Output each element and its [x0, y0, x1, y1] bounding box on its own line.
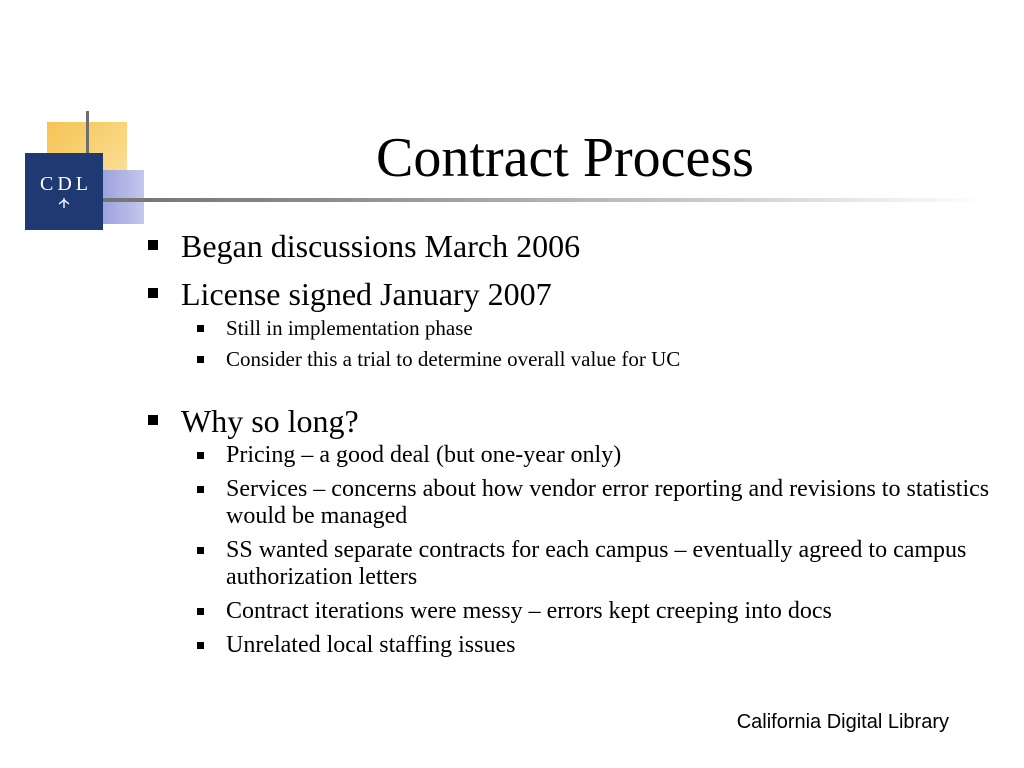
sub-bullet-text: Services – concerns about how vendor error reporting and revisions to statistics would be managed [226, 476, 990, 529]
square-bullet-icon [197, 547, 204, 554]
sub-bullet-text: Unrelated local staffing issues [226, 632, 516, 658]
sub-bullet-text: Still in implementation phase [226, 316, 473, 340]
logo-lilac-square [100, 170, 144, 224]
bullet-item [145, 228, 1005, 264]
sub-bullet-item [145, 537, 1005, 591]
footer-text: California Digital Library [736, 711, 949, 733]
square-bullet-icon [197, 642, 204, 649]
bullet-text: Why so long? [181, 403, 359, 439]
slide-body [145, 228, 1005, 659]
sub-bullet-item [145, 476, 1005, 530]
square-bullet-icon [148, 240, 158, 250]
slide-title: Contract Process [376, 127, 754, 189]
sub-bullet-item [145, 598, 1005, 625]
sub-bullet-item [145, 632, 1005, 659]
square-bullet-icon [148, 288, 158, 298]
sub-bullet-item [145, 346, 1005, 373]
sub-bullet-text: Pricing – a good deal (but one-year only) [226, 442, 622, 468]
bullet-item [145, 276, 1005, 312]
square-bullet-icon [197, 608, 204, 615]
sub-bullet-text: Contract iterations were messy – errors kept creeping into docs [226, 598, 832, 624]
sub-bullet-text: Consider this a trial to determine overall value for UC [226, 347, 681, 371]
square-bullet-icon [197, 356, 204, 363]
bullet-text: Began discussions March 2006 [181, 228, 581, 264]
title-underline [25, 198, 985, 202]
sub-bullet-item [145, 442, 1005, 469]
square-bullet-icon [197, 325, 204, 332]
square-bullet-icon [148, 415, 158, 425]
square-bullet-icon [197, 452, 204, 459]
bullet-item [145, 403, 1005, 439]
bullet-text: License signed January 2007 [181, 276, 552, 312]
cdl-logo [25, 153, 103, 230]
cdl-arrow-mark-icon [57, 197, 71, 209]
logo-text: CDL [40, 173, 92, 195]
square-bullet-icon [197, 486, 204, 493]
sub-bullet-text: SS wanted separate contracts for each campus – eventually agreed to campus authorization letters [226, 537, 967, 590]
sub-bullet-item [145, 315, 1005, 342]
